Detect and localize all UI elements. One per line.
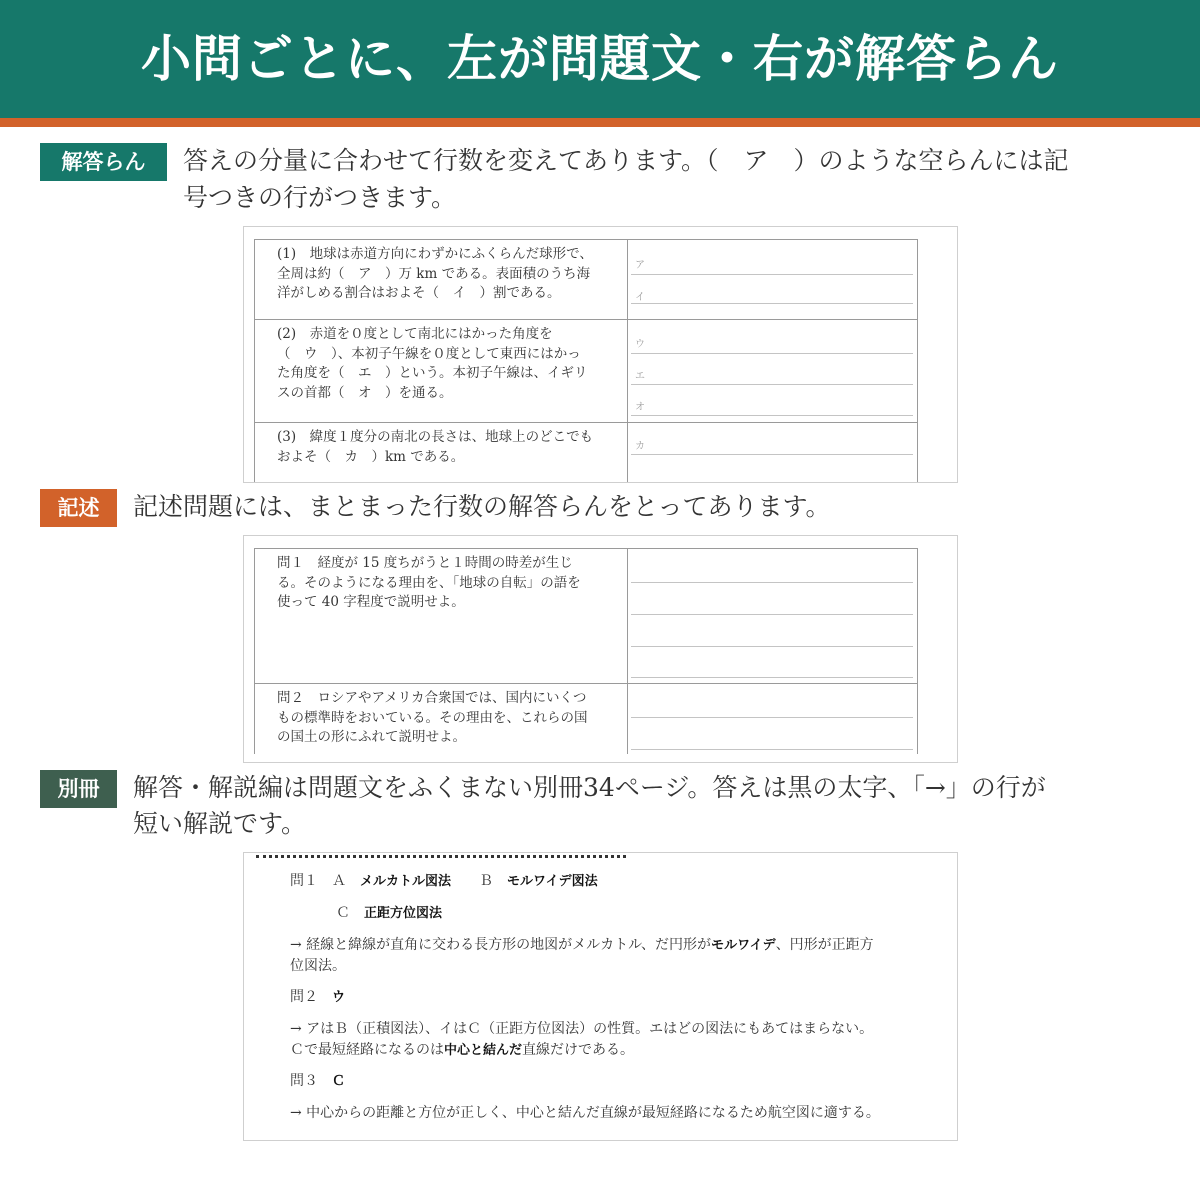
section1-desc-line2: 号つきの行がつきます。 bbox=[183, 183, 457, 212]
answer-line bbox=[631, 303, 913, 304]
explanation-2: → アはＢ（正積図法）、イはＣ（正距方位図法）の性質。エはどの図法にもあてはまらない。 Ｃで最短経路になるのは中心と結んだ直線だけである。 bbox=[290, 1021, 874, 1058]
answer-line bbox=[631, 717, 913, 718]
column-divider bbox=[627, 240, 628, 319]
answer-line bbox=[631, 614, 913, 615]
section2-desc: 記述問題には、まとまった行数の解答らんをとってあります。 bbox=[133, 492, 831, 521]
answer-line bbox=[631, 384, 913, 385]
section1-desc-line1: 答えの分量に合わせて行数を変えてあります。（ ア ）のような空らんには記 bbox=[183, 146, 1069, 175]
question-text-2: (2) 赤道を０度として南北にはかった角度を （ ウ ）、本初子午線を０度として東西にはかっ た角度を（ エ ）という。本初子午線は、イギリ スの首都（ オ ）を通る。 bbox=[277, 326, 588, 401]
answer-line bbox=[631, 353, 913, 354]
question-text-3: (3) 緯度１度分の南北の長さは、地球上のどこでも およそ（ カ ）km である。 bbox=[277, 429, 594, 465]
header-accent-line bbox=[0, 118, 1200, 127]
question-row-3 bbox=[255, 422, 917, 483]
section3-desc-line1: 解答・解説編は問題文をふくまない別冊34ページ。答えは黒の太字、「→」の行が bbox=[133, 773, 1046, 802]
answer-label-e: エ bbox=[635, 371, 645, 382]
explanation-3: → 中心からの距離と方位が正しく、中心と結んだ直線が最短経路になるため航空図に適する。 bbox=[290, 1105, 880, 1121]
badge-separate-booklet: 別冊 bbox=[40, 770, 117, 808]
question-text-1: (1) 地球は赤道方向にわずかにふくらんだ球形で、 全周は約（ ア ）万 km である。表面積のうち海 洋がしめる割合はおよそ（ イ ）割である。 bbox=[277, 246, 593, 301]
answer-label-o: オ bbox=[635, 402, 645, 413]
column-divider bbox=[627, 320, 628, 422]
question-row-1 bbox=[255, 239, 917, 319]
question-table-1 bbox=[254, 239, 918, 483]
question-row-2 bbox=[255, 319, 917, 422]
question-table-2 bbox=[254, 548, 918, 754]
badge-written-answer: 記述 bbox=[40, 489, 117, 527]
sample-worksheet-1 bbox=[243, 226, 958, 483]
answer-row-2: 問２ ウ bbox=[290, 989, 346, 1005]
answer-line bbox=[631, 274, 913, 275]
answer-row-1: 問１ Ａ メルカトル図法 Ｂ モルワイデ図法 bbox=[290, 873, 598, 889]
answer-row-3: 問３ Ｃ bbox=[290, 1073, 346, 1089]
sample-answer-booklet bbox=[243, 852, 958, 1141]
badge-answer-column: 解答らん bbox=[40, 143, 167, 181]
column-divider bbox=[627, 423, 628, 483]
sample-worksheet-2 bbox=[243, 535, 958, 763]
answer-line bbox=[631, 415, 913, 416]
answer-line bbox=[631, 454, 913, 455]
answer-row-1c: Ｃ 正距方位図法 bbox=[336, 905, 443, 921]
answer-line bbox=[631, 582, 913, 583]
explanation-1: → 経線と緯線が直角に交わる長方形の地図がメルカトル、だ円形がモルワイデ、円形が正距方 位図法。 bbox=[290, 937, 874, 974]
question-text-q2: 問２ ロシアやアメリカ合衆国では、国内にいくつ もの標準時をおいている。その理由を、これらの国 の国土の形にふれて説明せよ。 bbox=[277, 690, 588, 745]
question-text-q1: 問１ 経度が 15 度ちがうと１時間の時差が生じ る。そのようになる理由を、「地球の自転」の語を 使って 40 字程度で説明せよ。 bbox=[277, 555, 581, 610]
question-row-q1 bbox=[255, 548, 917, 684]
cropped-heading-text bbox=[256, 852, 626, 858]
section3-desc-line2: 短い解説です。 bbox=[133, 809, 307, 838]
page-title: 小問ごとに、左が問題文・右が解答らん bbox=[141, 30, 1059, 88]
column-divider bbox=[627, 549, 628, 683]
column-divider bbox=[627, 684, 628, 754]
answer-line bbox=[631, 646, 913, 647]
answer-label-i: イ bbox=[635, 292, 645, 303]
question-row-q2 bbox=[255, 684, 917, 754]
answer-line bbox=[631, 677, 913, 678]
answer-label-a: ア bbox=[635, 260, 645, 271]
answer-label-u: ウ bbox=[635, 339, 645, 350]
answer-line bbox=[631, 749, 913, 750]
answer-label-ka: カ bbox=[635, 441, 645, 452]
